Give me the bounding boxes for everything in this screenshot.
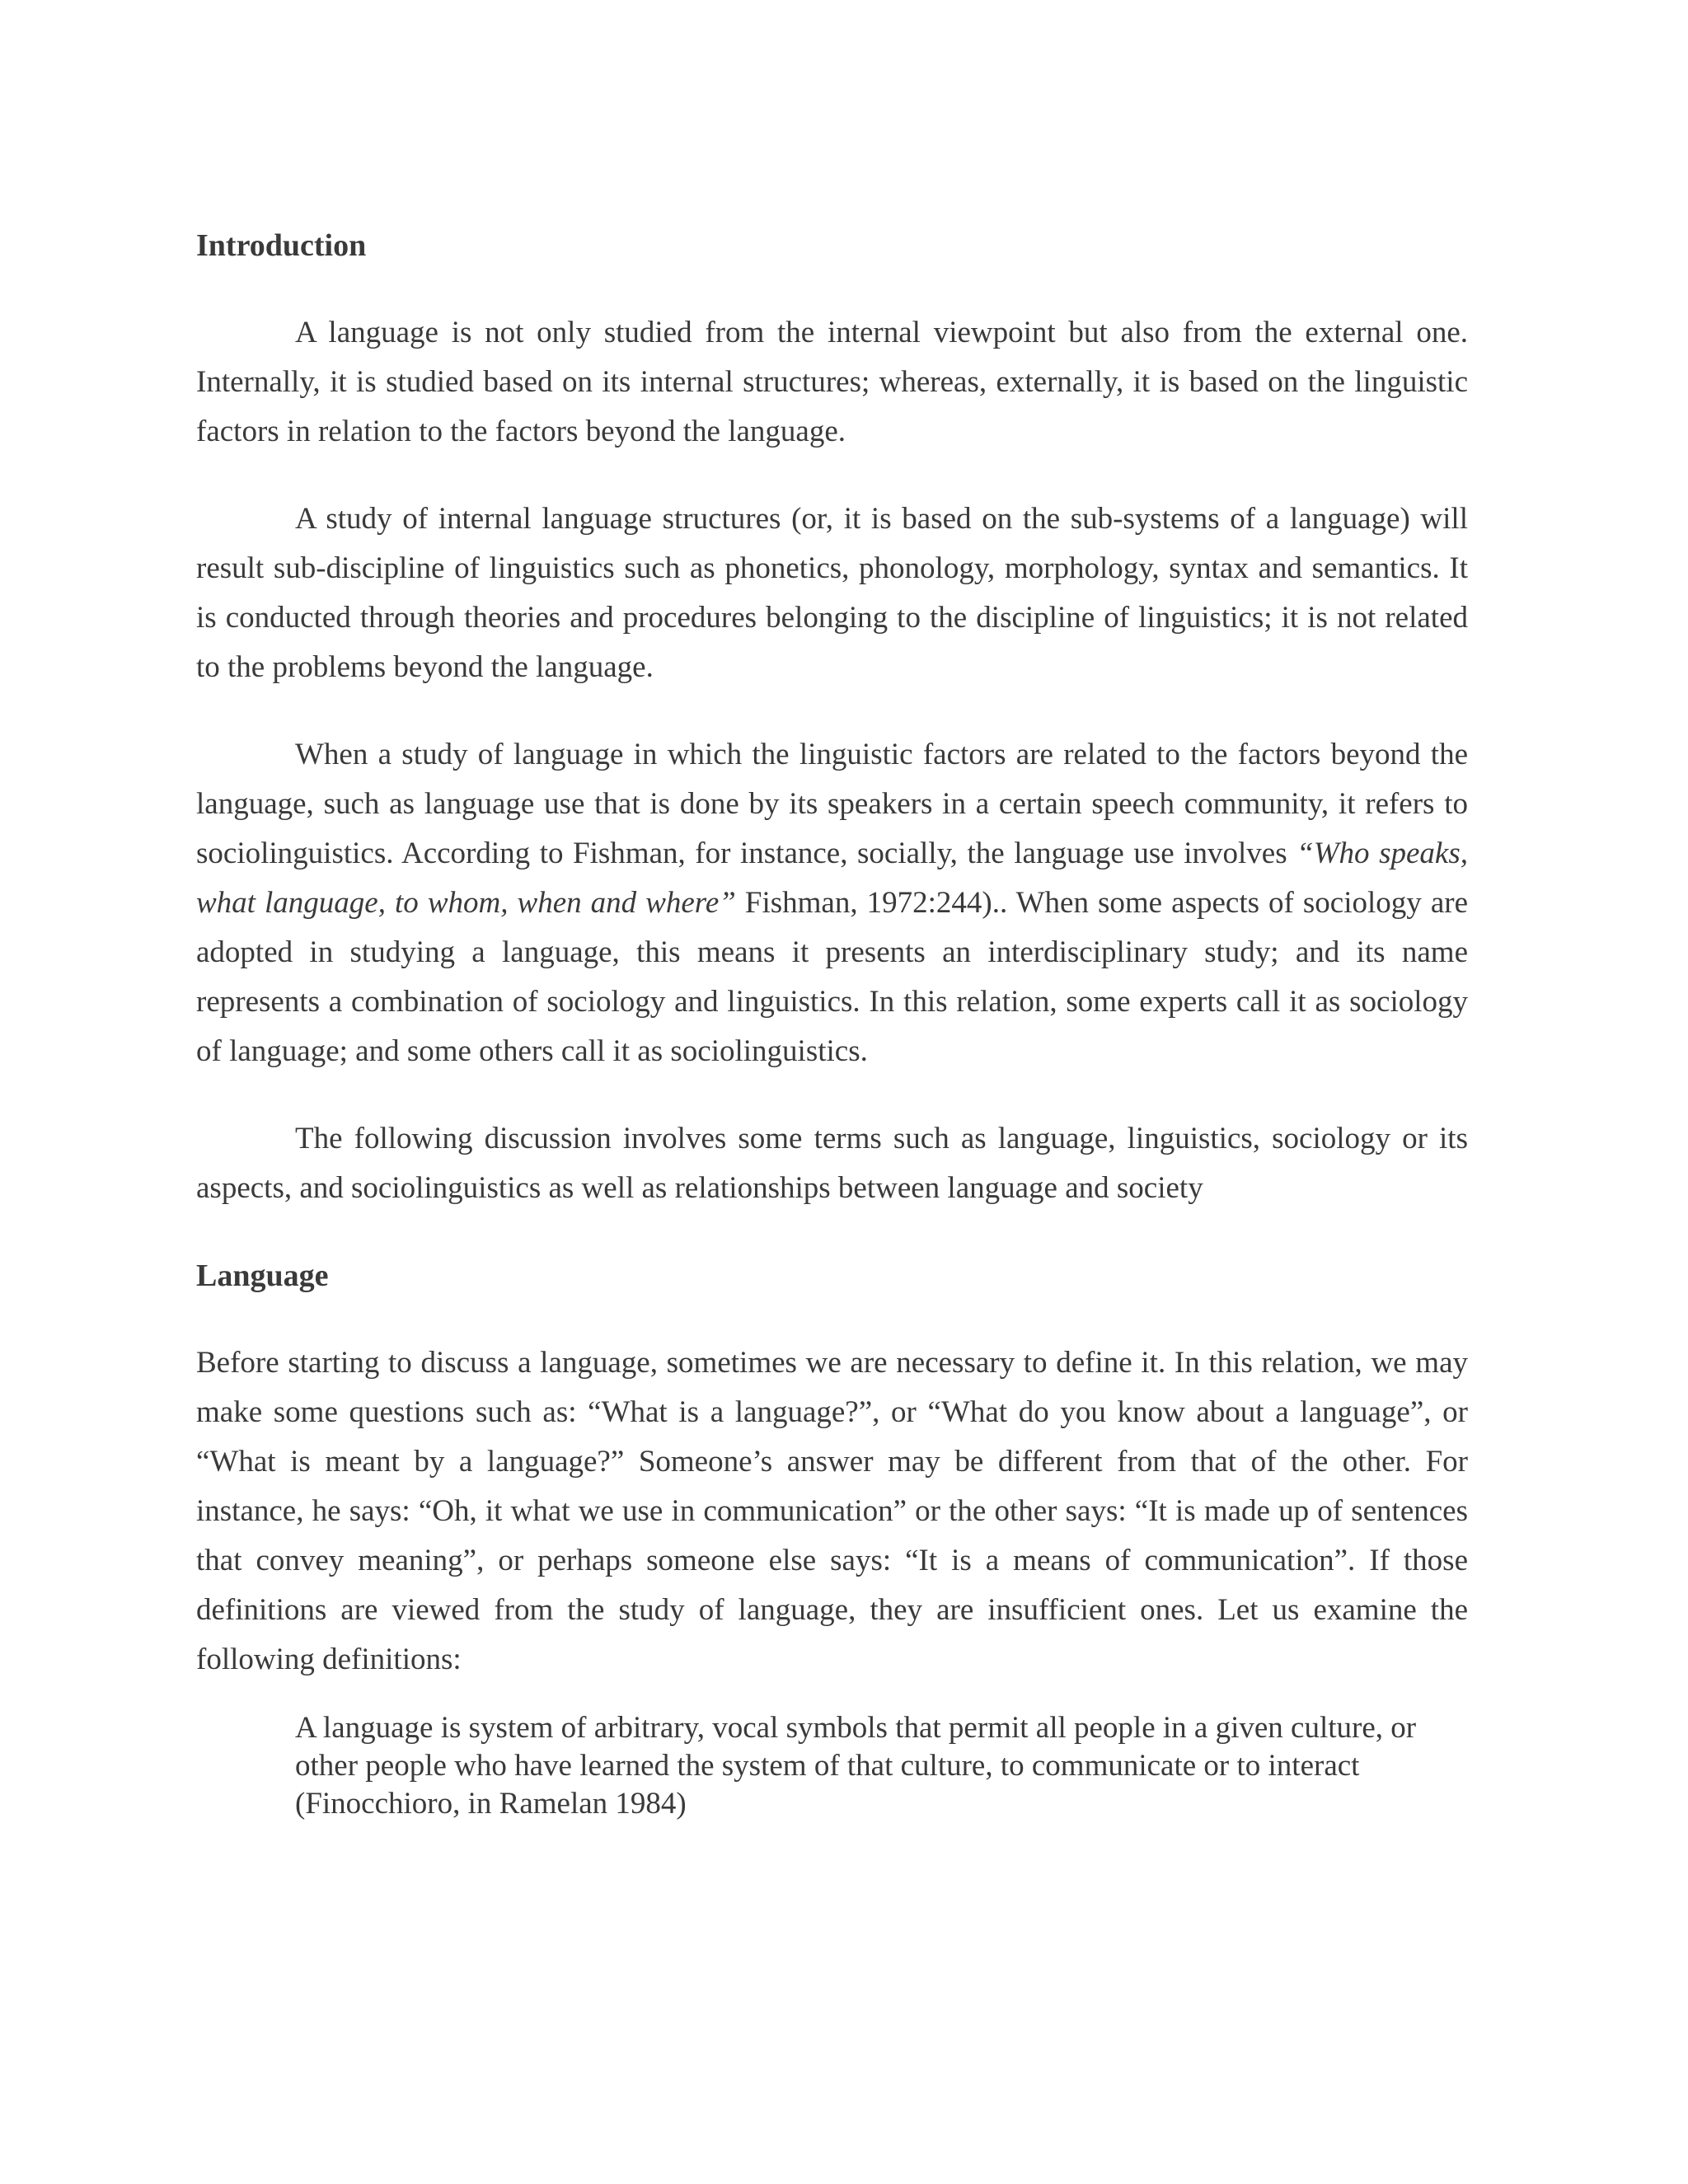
paragraph-defining-language: Before starting to discuss a language, sometimes we are necessary to define it. In this relation, we may make some questions such as: “What is a language?”, or “What do you know about a language”, or “What is meant by a language?” Someone’s answer may be different from that of the other. For instance, he says: “Oh, it what we use in communication” or the other says: “It is made up of sentences that convey meaning”, or perhaps someone else says: “It is a means of communication”. If those definitions are viewed from the study of language, they are insufficient ones. Let us examine the following definitions: <box>196 1346 1468 1676</box>
paragraph-internal-external: A language is not only studied from the internal viewpoint but also from the external one. Internally, it is studied based on its internal structures; whereas, externally, it is based on the linguistic factors in relation to the factors beyond the language. <box>196 316 1468 448</box>
heading-language: Language <box>196 1258 329 1293</box>
heading-introduction: Introduction <box>196 228 367 263</box>
paragraph-sociolinguistics-part-2: Fishman, 1972:244).. When some aspects of sociology are adopted in studying a language, this means it presents an interdisciplinary study; and its name represents a combination of sociology and linguistics. In this relation, some experts call it as sociology of language; and some others call it as sociolinguistics. <box>196 886 1468 1068</box>
paragraph-sociolinguistics <box>196 730 1468 1076</box>
paragraph-internal-structures: A study of internal language structures (or, it is based on the sub-systems of a language) will result sub-discipline of linguistics such as phonetics, phonology, morphology, syntax and semantics. It is conducted through theories and procedures belonging to the discipline of linguistics; it is not related to the problems beyond the language. <box>196 502 1468 684</box>
paragraph-following-discussion: The following discussion involves some terms such as language, linguistics, sociology or its aspects, and sociolinguistics as well as relationships between language and society <box>196 1122 1468 1205</box>
document-body <box>196 221 1468 1823</box>
block-quote-definition: A language is system of arbitrary, vocal symbols that permit all people in a given culture, or other people who have learned the system of that culture, to communicate or to interact (Finocchioro, in Ramelan 1984) <box>295 1711 1417 1821</box>
paragraph-sociolinguistics-part-1: When a study of language in which the linguistic factors are related to the factors beyond the language, such as language use that is done by its speakers in a certain speech community, it refers to sociolinguistics. According to Fishman, for instance, socially, the language use involves <box>196 738 1468 870</box>
fishman-quote: “Who speaks, what language, to whom, when and where” <box>196 837 1468 920</box>
